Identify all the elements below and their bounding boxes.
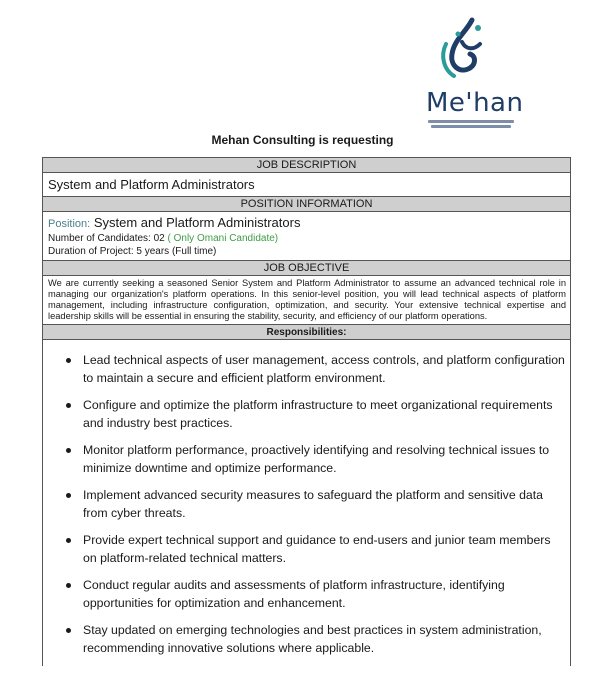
position-value: System and Platform Administrators [93,215,301,230]
position-info [43,212,570,261]
list-item: Monitor platform performance, proactively identifying and resolving technical issues to minimize downtime and optimize performance. [83,441,566,477]
responsibilities-header: Responsibilities: [43,325,570,340]
responsibilities-list [43,340,570,657]
brand-tagline-graphic [428,120,514,130]
list-item: Conduct regular audits and assessments of platform infrastructure, identifying opportunities for optimization and enhancement. [83,576,566,612]
position-label: Position: [48,218,91,230]
bullet-icon [66,493,71,498]
candidates-count: Number of Candidates: 02 [48,233,165,244]
job-objective-header: JOB OBJECTIVE [43,261,570,276]
list-item: Configure and optimize the platform infrastructure to meet organizational requirements and industry best practices. [83,396,566,432]
project-duration: Duration of Project: 5 years (Full time) [48,246,217,257]
request-heading: Mehan Consulting is requesting [211,133,394,147]
list-item: Stay updated on emerging technologies and best practices in system administration, recommending innovative solutions where applicable. [83,621,566,657]
job-document [42,157,571,666]
job-description-header: JOB DESCRIPTION [43,158,570,173]
bullet-icon [66,403,71,408]
bullet-icon [66,583,71,588]
position-information-header: POSITION INFORMATION [43,197,570,212]
candidates-note: ( Only Omani Candidate) [167,233,279,244]
bullet-icon [66,448,71,453]
brand-name: Me'han [426,88,524,118]
bullet-icon [66,628,71,633]
bullet-icon [66,538,71,543]
list-item: Implement advanced security measures to safeguard the platform and sensitive data from cyber threats. [83,486,566,522]
mehan-logo-icon [432,14,492,86]
job-title: System and Platform Administrators [43,173,570,197]
list-item: Lead technical aspects of user management, access controls, and platform configuration to maintain a secure and efficient platform environment. [83,351,566,387]
bullet-icon [66,358,71,363]
job-objective-text: We are currently seeking a seasoned Senior System and Platform Administrator to assume an advanced technical role in managing our organization's platform operations. In this senior-level position, you will lead technical aspects of platform management, including infrastructure configuration, optimization, and security. Your extensive technical expertise and leadership skills will be essential in ensuring the stability, security, and efficiency of our platform operations. [43,276,570,325]
company-logo [418,14,528,124]
list-item: Provide expert technical support and guidance to end-users and junior team members on platform-related technical matters. [83,531,566,567]
